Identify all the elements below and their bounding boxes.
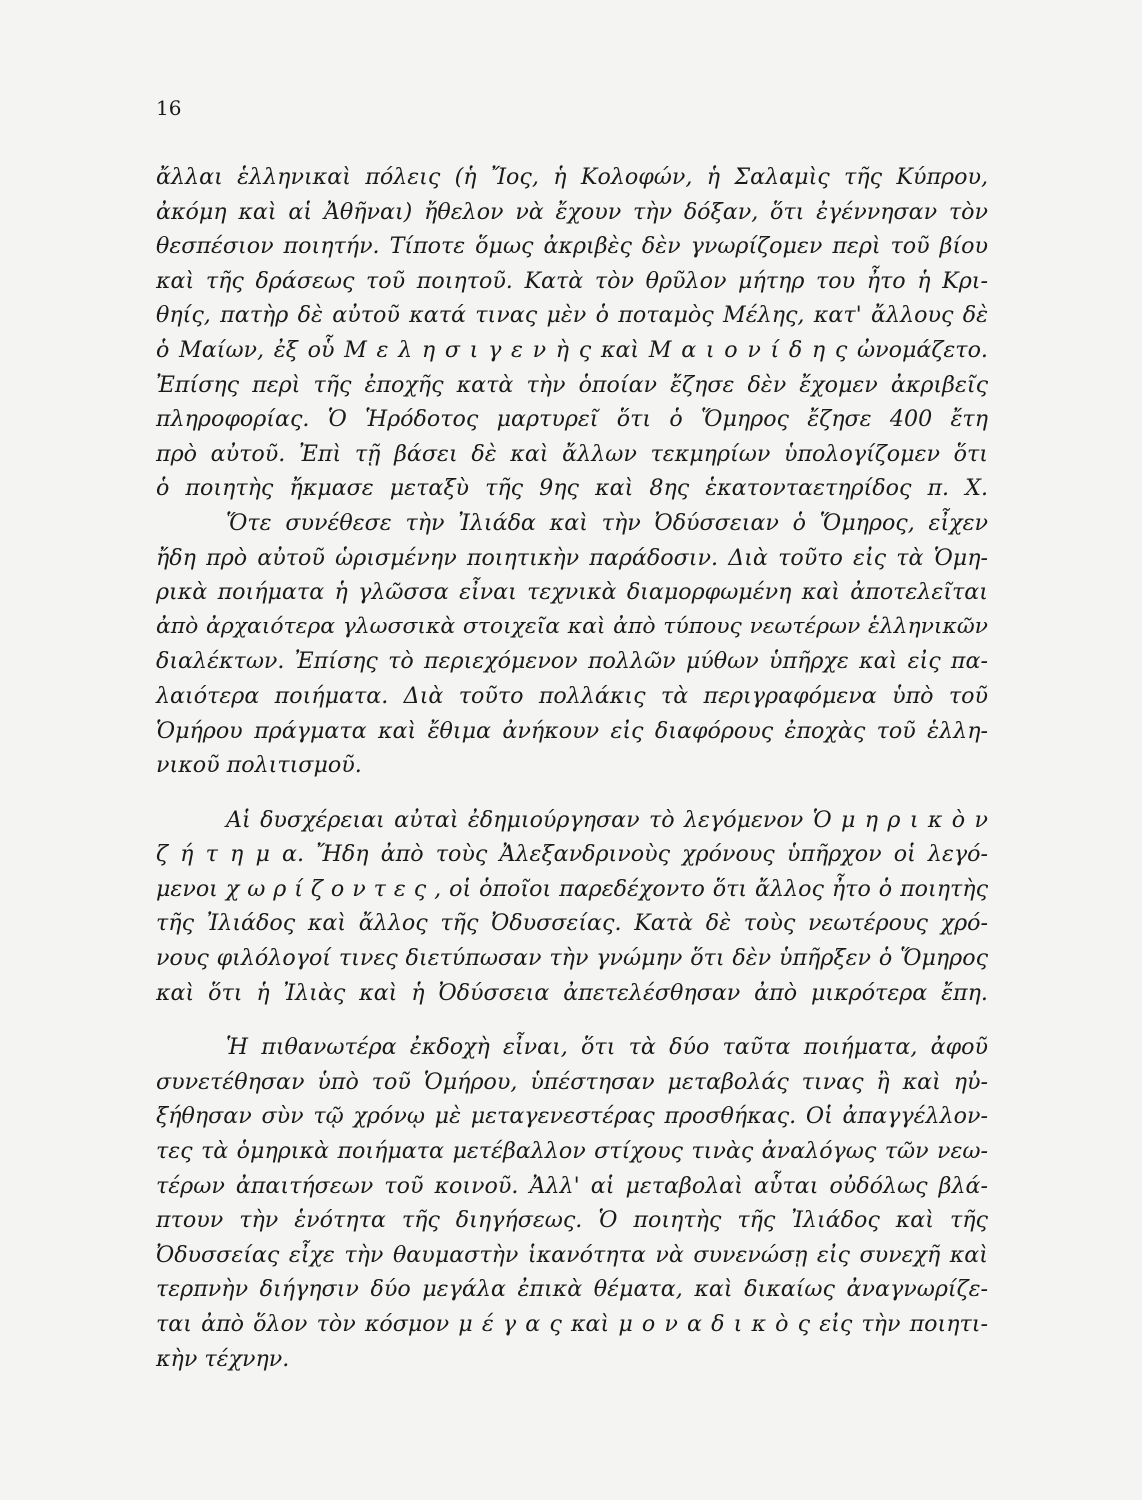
paragraph-2	[156, 506, 988, 783]
paragraph-4	[156, 1030, 988, 1376]
text-line: θεσπέσιον ποιητήν. Τίποτε ὅμως ἀκριβὲς δὲν γνωρίζομεν περὶ τοῦ βίου	[156, 233, 988, 260]
body-text	[156, 160, 988, 1376]
paragraph-gap	[156, 1010, 988, 1030]
text-line: τες τὰ ὁμηρικὰ ποιήματα μετέβαλλον στίχους τινὰς ἀναλόγως τῶν νεω-	[156, 1138, 988, 1165]
paragraph-1	[156, 160, 988, 506]
text-line: τῆς Ἰλιάδος καὶ ἄλλος τῆς Ὀδυσσείας. Κατὰ δὲ τοὺς νεωτέρους χρό-	[156, 910, 988, 937]
text-line: καὶ τῆς δράσεως τοῦ ποιητοῦ. Κατὰ τὸν θρῦλον μήτηρ του ἦτο ἡ Κρι-	[156, 267, 988, 294]
text-line: ὁ ποιητὴς ἤκμασε μεταξὺ τῆς 9ης καὶ 8ης ἑκατονταετηρίδος π. Χ.	[156, 475, 988, 502]
text-line: πτουν τὴν ἑνότητα τῆς διηγήσεως. Ὁ ποιητὴς τῆς Ἰλιάδος καὶ τῆς	[156, 1207, 988, 1234]
text-line: τερπνὴν διήγησιν δύο μεγάλα ἐπικὰ θέματα, καὶ δικαίως ἀναγνωρίζε-	[156, 1276, 988, 1303]
text-line: πρὸ αὐτοῦ. Ἐπὶ τῇ βάσει δὲ καὶ ἄλλων τεκμηρίων ὑπολογίζομεν ὅτι	[156, 440, 988, 467]
text-line: ται ἀπὸ ὅλον τὸν κόσμον μ έ γ α ς καὶ μ ο ν α δ ι κ ὸ ς εἰς τὴν ποιητι-	[156, 1311, 988, 1337]
text-line: Ὁμήρου πράγματα καὶ ἔθιμα ἀνήκουν εἰς διαφόρους ἐποχὰς τοῦ ἑλλη-	[156, 717, 988, 744]
text-line: συνετέθησαν ὑπὸ τοῦ Ὁμήρου, ὑπέστησαν μεταβολάς τινας ἢ καὶ ηὐ-	[156, 1068, 988, 1095]
text-line: Ἐπίσης περὶ τῆς ἐποχῆς κατὰ τὴν ὁποίαν ἔζησε δὲν ἔχομεν ἀκριβεῖς	[156, 371, 988, 398]
text-line: ἤδη πρὸ αὐτοῦ ὡρισμένην ποιητικὴν παράδοσιν. Διὰ τοῦτο εἰς τὰ Ὁμη-	[156, 544, 988, 571]
text-line: ζ ή τ η μ α. Ἤδη ἀπὸ τοὺς Ἀλεξανδρινοὺς χρόνους ὑπῆρχον οἱ λεγό-	[156, 841, 988, 868]
paragraph-gap	[156, 783, 988, 803]
text-line: τέρων ἀπαιτήσεων τοῦ κοινοῦ. Ἀλλ' αἱ μεταβολαὶ αὗται οὐδόλως βλά-	[156, 1172, 988, 1199]
page-number: 16	[156, 96, 182, 120]
text-line: διαλέκτων. Ἐπίσης τὸ περιεχόμενον πολλῶν μύθων ὑπῆρχε καὶ εἰς πα-	[156, 648, 988, 675]
text-line: λαιότερα ποιήματα. Διὰ τοῦτο πολλάκις τὰ περιγραφόμενα ὑπὸ τοῦ	[156, 682, 988, 709]
text-line: νους φιλόλογοί τινες διετύπωσαν τὴν γνώμην ὅτι δὲν ὑπῆρξεν ὁ Ὅμηρος	[156, 945, 988, 972]
text-line: καὶ ὅτι ἡ Ἰλιὰς καὶ ἡ Ὀδύσσεια ἀπετελέσθησαν ἀπὸ μικρότερα ἔπη.	[156, 979, 988, 1006]
text-line: ἀκόμη καὶ αἱ Ἀθῆναι) ἤθελον νὰ ἔχουν τὴν δόξαν, ὅτι ἐγέννησαν τὸν	[156, 198, 988, 225]
text-line: ὁ Μαίων, ἐξ οὗ Μ ε λ η σ ι γ ε ν ὴ ς καὶ Μ α ι ο ν ί δ η ς ὠνομάζετο.	[156, 336, 988, 363]
text-line: Ἡ πιθανωτέρα ἐκδοχὴ εἶναι, ὅτι τὰ δύο ταῦτα ποιήματα, ἀφοῦ	[226, 1034, 988, 1061]
text-line: ξήθησαν σὺν τῷ χρόνῳ μὲ μεταγενεστέρας προσθήκας. Οἱ ἀπαγγέλλον-	[156, 1103, 988, 1130]
text-line: πληροφορίας. Ὁ Ἡρόδοτος μαρτυρεῖ ὅτι ὁ Ὅμηρος ἔζησε 400 ἔτη	[156, 406, 988, 433]
text-line: ρικὰ ποιήματα ἡ γλῶσσα εἶναι τεχνικὰ διαμορφωμένη καὶ ἀποτελεῖται	[156, 579, 988, 606]
text-line: μενοι χ ω ρ ί ζ ο ν τ ε ς , οἱ ὁποῖοι παρεδέχοντο ὅτι ἄλλος ἦτο ὁ ποιητὴς	[156, 875, 988, 902]
text-line: κὴν τέχνην.	[156, 1345, 290, 1372]
text-line: ἀπὸ ἀρχαιότερα γλωσσικὰ στοιχεῖα καὶ ἀπὸ τύπους νεωτέρων ἑλληνικῶν	[156, 613, 988, 639]
text-line: νικοῦ πολιτισμοῦ.	[156, 752, 362, 779]
paragraph-3	[156, 803, 988, 1011]
text-line: θηίς, πατὴρ δὲ αὐτοῦ κατά τινας μὲν ὁ ποταμὸς Μέλης, κατ' ἄλλους δὲ	[156, 302, 988, 329]
text-line: Ὅτε συνέθεσε τὴν Ἰλιάδα καὶ τὴν Ὀδύσσειαν ὁ Ὅμηρος, εἶχεν	[226, 509, 988, 536]
text-line: ἄλλαι ἑλληνικαὶ πόλεις (ἡ Ἴος, ἡ Κολοφών, ἡ Σαλαμὶς τῆς Κύπρου,	[156, 164, 988, 190]
text-line: Ὀδυσσείας εἶχε τὴν θαυμαστὴν ἱκανότητα νὰ συνενώσῃ εἰς συνεχῆ καὶ	[156, 1241, 988, 1268]
text-line: Αἱ δυσχέρειαι αὐταὶ ἐδημιούργησαν τὸ λεγόμενον Ὁ μ η ρ ι κ ὸ ν	[226, 806, 988, 833]
